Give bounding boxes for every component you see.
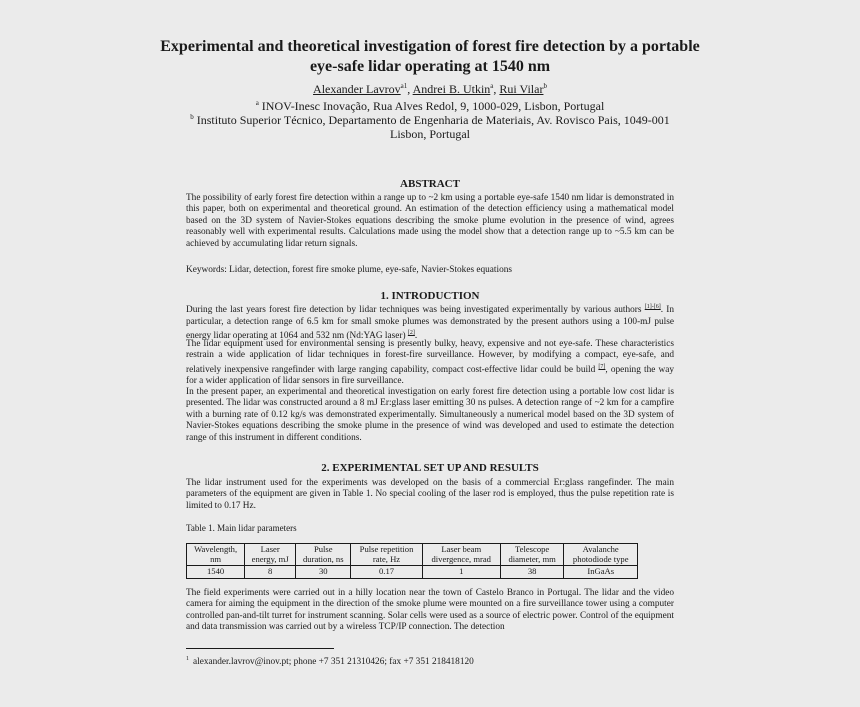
affiliation-marker: b — [190, 113, 194, 121]
author-name[interactable]: Andrei B. Utkin — [412, 82, 491, 96]
table-header-cell: Wavelength, nm — [187, 544, 245, 566]
table-header-cell: Pulse duration, ns — [296, 544, 351, 566]
keywords: Keywords: Lidar, detection, forest fire smoke plume, eye-safe, Navier-Stokes equations — [186, 265, 513, 275]
table-header-cell: Laser energy, mJ — [245, 544, 296, 566]
intro-heading: 1. INTRODUCTION — [380, 290, 480, 302]
author-name[interactable]: Rui Vilar — [499, 82, 544, 96]
abstract-heading: ABSTRACT — [400, 178, 460, 190]
intro-p2-text: The lidar equipment used for environmental sensing is presently bulky, heavy, expensive and not eye-safe. These characteristics restrain a wide application of lidar techniques in forest-fire surveillance. However, by modifying a compact, eye-safe, and relatively inexpensive rangefinder with large ranging capability, compact cost-effective lidar could be build — [186, 339, 674, 375]
footnote-divider — [186, 648, 334, 649]
author-superscript: a1 — [400, 82, 408, 90]
table-cell: 8 — [245, 566, 296, 579]
citation-link[interactable]: [1]-[6] — [644, 304, 661, 310]
citation-link[interactable]: [2] — [407, 329, 415, 336]
intro-paragraph-2 — [186, 339, 674, 388]
intro-paragraph-3: In the present paper, an experimental and theoretical investigation on early forest fire detection using a portable low cost lidar is presented. The lidar was constructed around a 8 mJ Er:glass laser emitting 30 ns pulses. A detection range of ~2 km for a campfire with a burning rate of 0.12 kg/s was demonstrated experimentally. Simultaneously a numerical model based on the 3D system of Navier-Stokes equations describing the smoke plume in the presence of wind was developed and used to estimate the detection range of this instrument in different conditions. — [186, 387, 674, 443]
table-cell: InGaAs — [564, 566, 638, 579]
affiliation-text: INOV-Inesc Inovação, Rua Alves Redol, 9, 1000-029, Lisbon, Portugal — [261, 99, 605, 113]
abstract-text: The possibility of early forest fire detection within a range up to ~2 km using a portable eye-safe 1540 nm lidar is demonstrated in this paper, both on experimental and theoretical ground. An estimation of the detection efficiency using a mathematical model based on the 3D system of Navier-Stokes equations describing the smoke plume evolution in the presence of wind, agrees reasonably well with experimental results. Calculations made using the model show that a detection range up to ~5.5 km can be achieved by accumulating lidar return signals. — [186, 193, 674, 249]
citation-link[interactable]: [7] — [598, 363, 606, 370]
table-header-cell: Pulse repetition rate, Hz — [351, 544, 422, 566]
author-name[interactable]: Alexander Lavrov — [313, 82, 401, 96]
intro-p1-text: . In particular, a detection range of 6.5 km for small smoke plumes was demonstrated by the present authors using a 100-mJ pulse energy lidar operating at 1064 and 532 nm (Nd:YAG laser) — [186, 305, 674, 341]
affiliation-text: Instituto Superior Técnico, Departamento de Engenharia de Materiais, Av. Rovisco Pais, 1049-001 Lisbon, Portugal — [196, 113, 670, 141]
table-cell: 30 — [296, 566, 351, 579]
intro-paragraph-1 — [186, 302, 674, 342]
intro-p1-text: During the last years forest fire detection by lidar techniques was being investigated experimentally by various authors — [186, 305, 645, 316]
author-superscript: a — [490, 82, 494, 90]
intro-p1-text: . — [414, 331, 418, 341]
affiliation-b — [180, 110, 680, 141]
author-superscript: b — [543, 82, 547, 90]
lidar-parameters-table — [186, 543, 638, 579]
footnote — [186, 654, 474, 668]
setup-heading: 2. EXPERIMENTAL SET UP AND RESULTS — [321, 462, 539, 474]
paper-title: Experimental and theoretical investigation of forest fire detection by a portable eye-safe lidar operating at 1540 nm — [160, 38, 700, 75]
author-line: Alexander Lavrov$^{a1}$, Andrei B. Utkin$^a$, Rui Vilar$^b$ — [313, 82, 547, 96]
setup-paragraph-1: The lidar instrument used for the experiments was developed on the basis of a commercial Er:glass rangefinder. The main parameters of the equipment are given in Table 1. No special cooling of the laser rod is employed, thus the pulse repetition rate is limited to 0.17 Hz. — [186, 478, 674, 511]
table-cell: 38 — [500, 566, 564, 579]
setup-paragraph-2: The field experiments were carried out in a hilly location near the town of Castelo Branco in Portugal. The lidar and the video camera for aiming the equipment in the direction of the smoke plume were mounted on a fire surveillance tower using a computer controlled pan-and-tilt turret for instrument scanning. Solar cells were used as a source of electric power. Control of the equipment and data transmission was carried out by a wireless TCP/IP connection. The detection — [186, 588, 674, 633]
table-header-cell: Avalanche photodiode type — [564, 544, 638, 566]
table-caption: Table 1. Main lidar parameters — [186, 523, 297, 533]
table-cell: 1 — [422, 566, 500, 579]
table-row — [187, 566, 638, 579]
table-cell: 1540 — [187, 566, 245, 579]
intro-p2-text: , opening the way for a wider application of lidar sensors in fire surveillance. — [186, 364, 674, 387]
footnote-marker: 1 — [186, 656, 189, 662]
affiliation-marker: a — [255, 99, 259, 107]
table-header-cell: Laser beam divergence, mrad — [422, 544, 500, 566]
table-header-cell: Telescope diameter, mm — [500, 544, 564, 566]
table-cell: 0.17 — [351, 566, 422, 579]
table-header-row — [187, 544, 638, 566]
footnote-text: alexander.lavrov@inov.pt; phone +7 351 21310426; fax +7 351 218418120 — [193, 657, 474, 668]
